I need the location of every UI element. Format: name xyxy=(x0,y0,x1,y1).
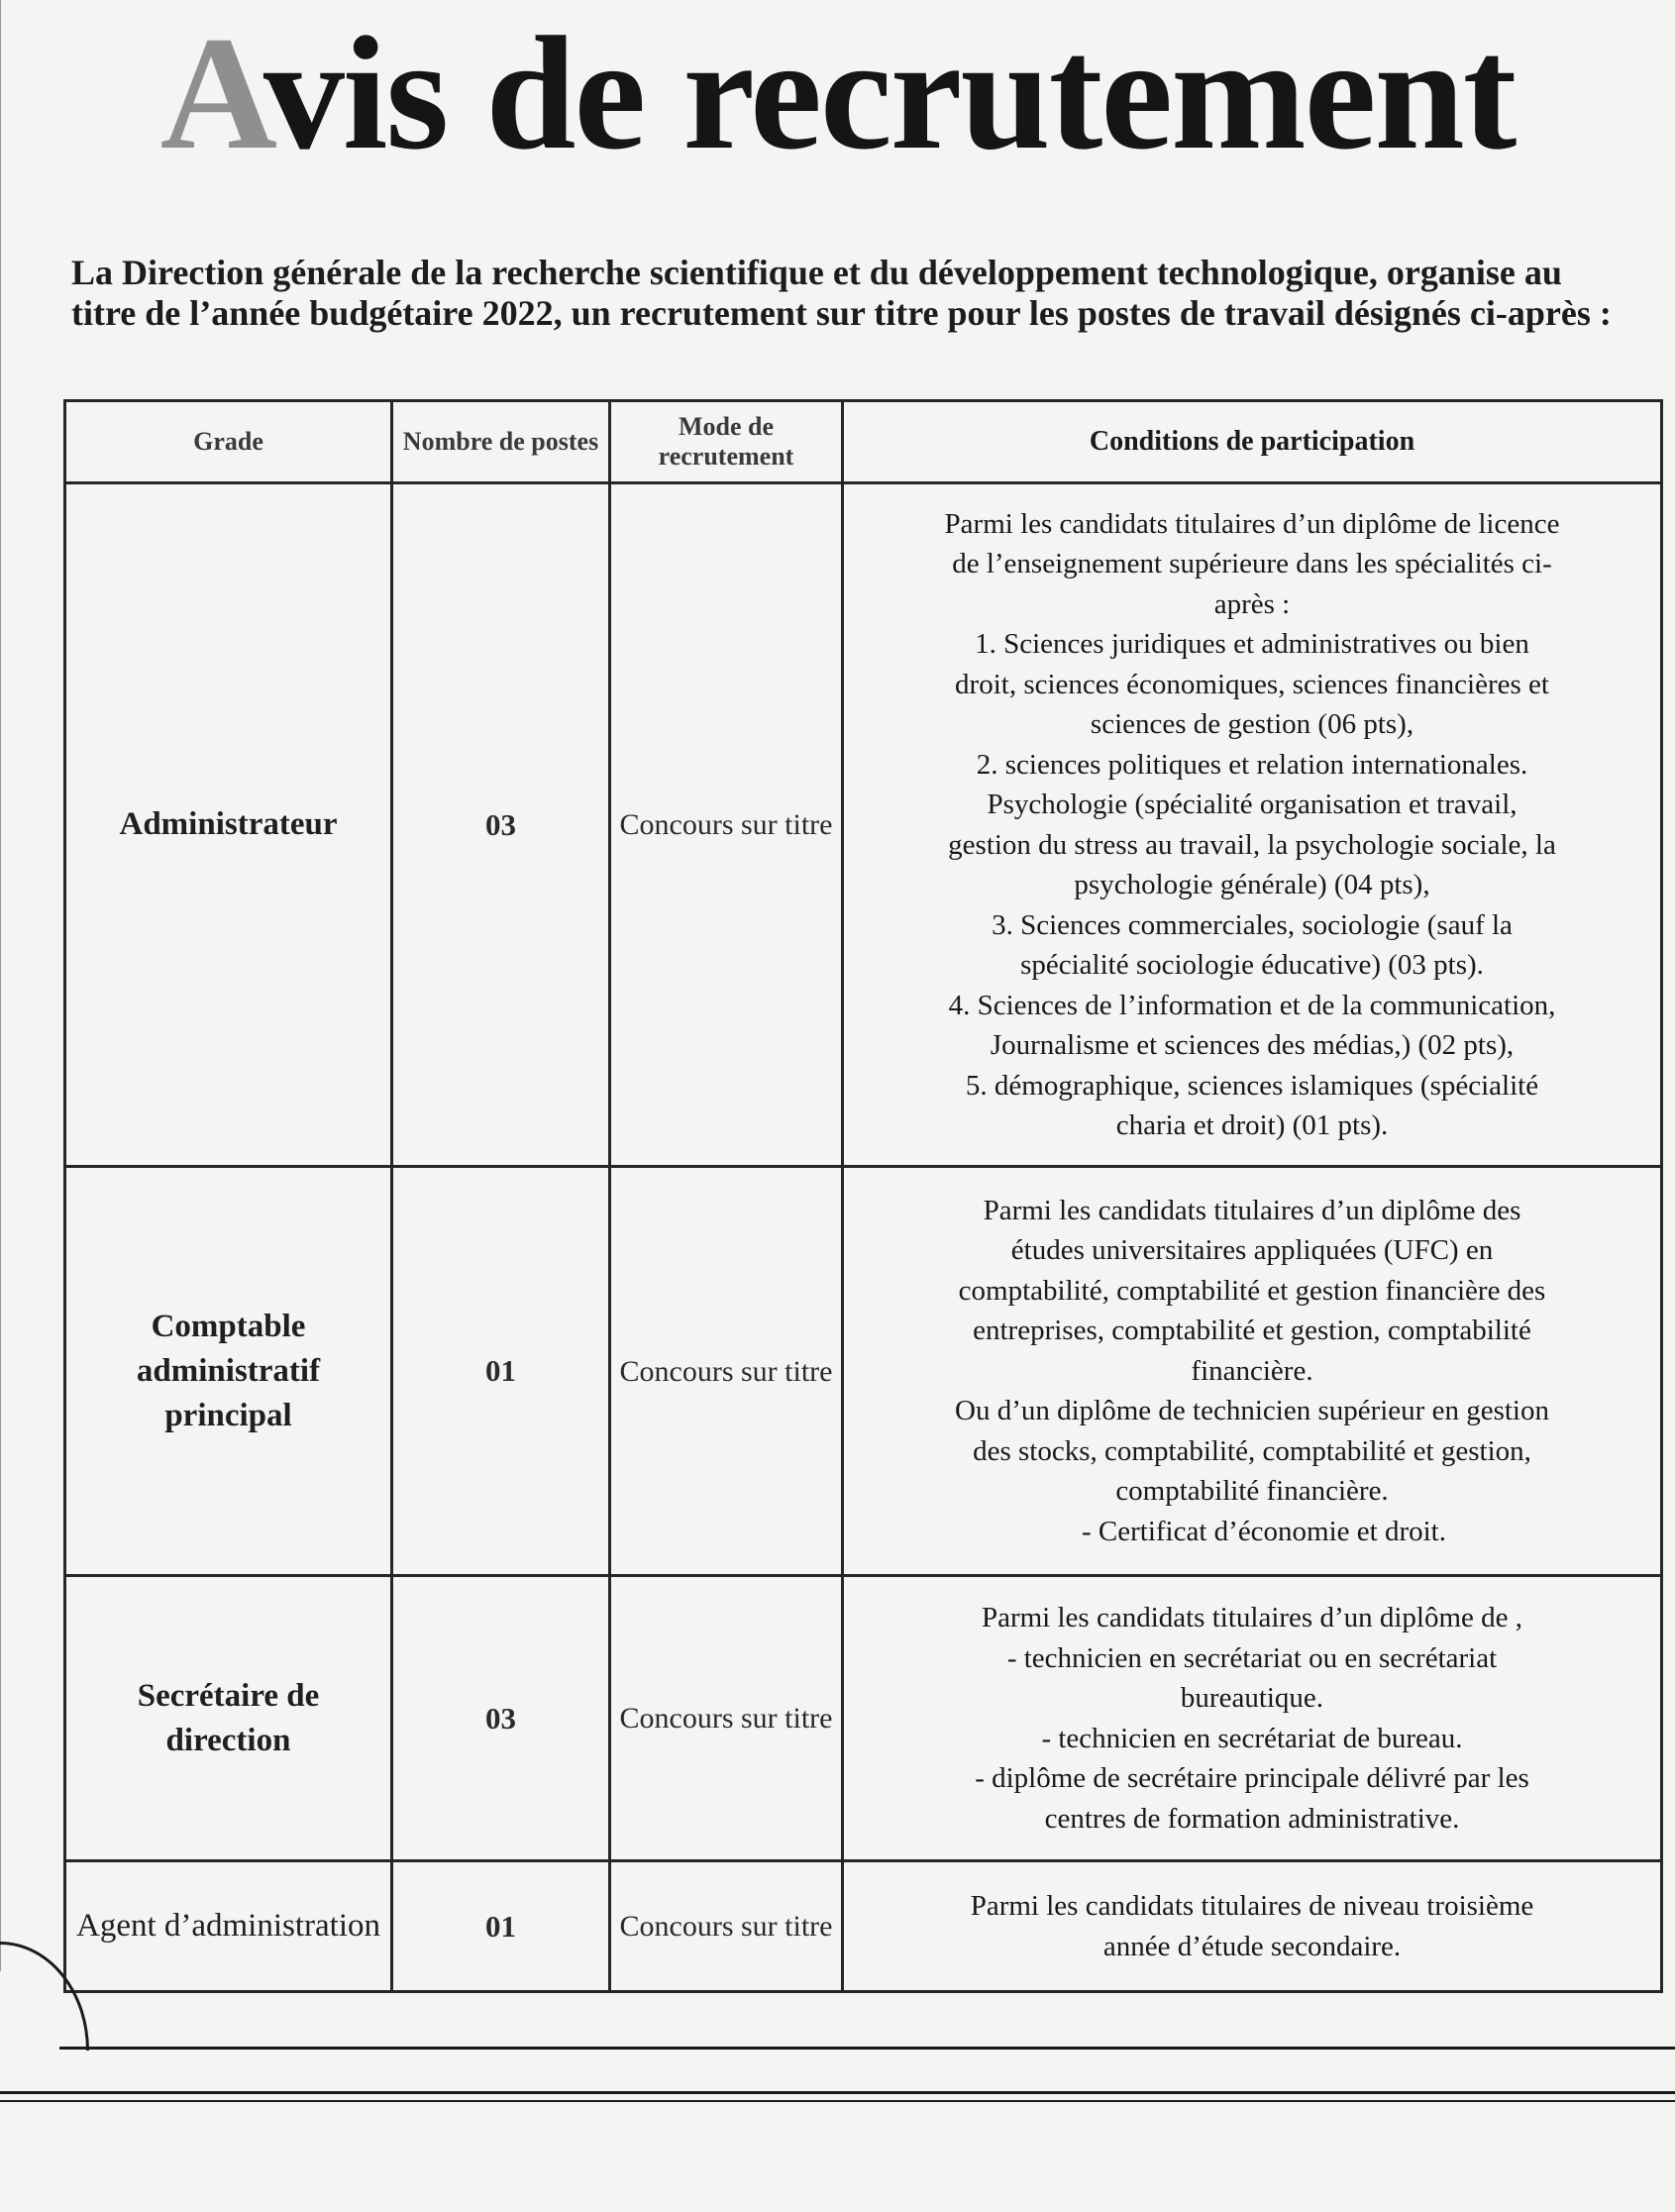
condition-line: - Certificat d’économie et droit. xyxy=(1082,1515,1446,1547)
condition-line: charia et droit) (01 pts). xyxy=(1115,1109,1389,1141)
table-row xyxy=(65,1167,1662,1576)
condition-line: de l’enseignement supérieure dans les spécialités ci- xyxy=(952,548,1552,579)
header-conditions: Conditions de participation xyxy=(843,401,1662,483)
page-edge xyxy=(0,0,1,1971)
posts-cell: 01 xyxy=(392,1861,610,1992)
table-header-row xyxy=(65,401,1662,483)
condition-line: comptabilité financière. xyxy=(1115,1475,1389,1508)
conditions-cell xyxy=(843,1167,1662,1576)
conditions-cell xyxy=(843,1861,1662,1992)
condition-line: année d’étude secondaire. xyxy=(1102,1930,1402,1962)
condition-line: 4. Sciences de l’information et de la communication, xyxy=(948,989,1556,1021)
grade-cell: Agent d’administration xyxy=(65,1861,392,1992)
mode-cell: Concours sur titre xyxy=(610,1167,843,1576)
condition-line: études universitaires appliquées (UFC) en xyxy=(1010,1234,1494,1267)
condition-line: bureautique. xyxy=(1180,1682,1324,1714)
condition-line: - technicien en secrétariat ou en secrétariat xyxy=(1006,1641,1498,1674)
posts-cell: 03 xyxy=(392,1576,610,1861)
header-grade: Grade xyxy=(65,401,392,483)
condition-line: 3. Sciences commerciales, sociologie (sauf la xyxy=(992,908,1513,941)
divider-rule xyxy=(0,2091,1675,2094)
title-rest: vis de recrutement xyxy=(262,4,1516,183)
condition-line: Parmi les candidats titulaires de niveau troisième xyxy=(970,1890,1534,1922)
condition-line: sciences de gestion (06 pts), xyxy=(1090,708,1414,740)
divider-rule xyxy=(59,2047,1675,2050)
condition-line: centres de formation administrative. xyxy=(1044,1802,1460,1835)
conditions-cell xyxy=(843,483,1662,1167)
mode-cell: Concours sur titre xyxy=(610,1861,843,1992)
condition-line: Parmi les candidats titulaires d’un diplôme de licence xyxy=(944,507,1560,540)
condition-line: Parmi les candidats titulaires d’un diplôme des xyxy=(983,1194,1521,1226)
condition-line: spécialité sociologie éducative) (03 pts). xyxy=(1020,949,1484,981)
grade-cell: Secrétaire de direction xyxy=(65,1576,392,1861)
page-title xyxy=(0,0,1675,188)
table-row xyxy=(65,1861,1662,1992)
grade-cell: Administrateur xyxy=(65,483,392,1167)
condition-line: - diplôme de secrétaire principale délivré par les xyxy=(975,1762,1529,1794)
title-initial: A xyxy=(159,4,263,183)
condition-line: Ou d’un diplôme de technicien supérieur en gestion xyxy=(955,1395,1549,1427)
posts-cell: 01 xyxy=(392,1167,610,1576)
table-row xyxy=(65,483,1662,1167)
condition-line: comptabilité, comptabilité et gestion financière des xyxy=(958,1274,1546,1307)
condition-line: psychologie générale) (04 pts), xyxy=(1074,869,1430,900)
conditions-cell xyxy=(843,1576,1662,1861)
condition-line: 2. sciences politiques et relation internationales. xyxy=(976,748,1528,781)
condition-line: 5. démographique, sciences islamiques (spécialité xyxy=(965,1069,1539,1102)
mode-cell: Concours sur titre xyxy=(610,1576,843,1861)
recruitment-table xyxy=(63,399,1663,1993)
posts-cell: 03 xyxy=(392,483,610,1167)
divider-rule xyxy=(0,2100,1675,2102)
intro-paragraph: La Direction générale de la recherche scientifique et du développement technologique, organise au titre de l’année budgétaire 2022, un recrutement sur titre pour les postes de travail désignés ci-après : xyxy=(71,253,1612,333)
condition-line: entreprises, comptabilité et gestion, comptabilité xyxy=(973,1315,1531,1347)
header-posts: Nombre de postes xyxy=(392,401,610,483)
condition-line: Parmi les candidats titulaires d’un diplôme de , xyxy=(981,1602,1523,1633)
condition-line: des stocks, comptabilité, comptabilité et gestion, xyxy=(973,1434,1531,1467)
condition-line: Psychologie (spécialité organisation et travail, xyxy=(987,789,1518,820)
grade-cell: Comptable administratif principal xyxy=(65,1167,392,1576)
condition-line: gestion du stress au travail, la psychologie sociale, la xyxy=(948,828,1556,861)
condition-line: - technicien en secrétariat de bureau. xyxy=(1041,1722,1463,1754)
condition-line: financière. xyxy=(1191,1354,1313,1387)
condition-line: après : xyxy=(1213,587,1291,620)
condition-line: droit, sciences économiques, sciences financières et xyxy=(955,668,1549,700)
header-mode: Mode de recrutement xyxy=(610,401,843,483)
condition-line: 1. Sciences juridiques et administratives ou bien xyxy=(975,628,1529,660)
condition-line: Journalisme et sciences des médias,) (02 pts), xyxy=(990,1029,1515,1061)
mode-cell: Concours sur titre xyxy=(610,483,843,1167)
table-row xyxy=(65,1576,1662,1861)
